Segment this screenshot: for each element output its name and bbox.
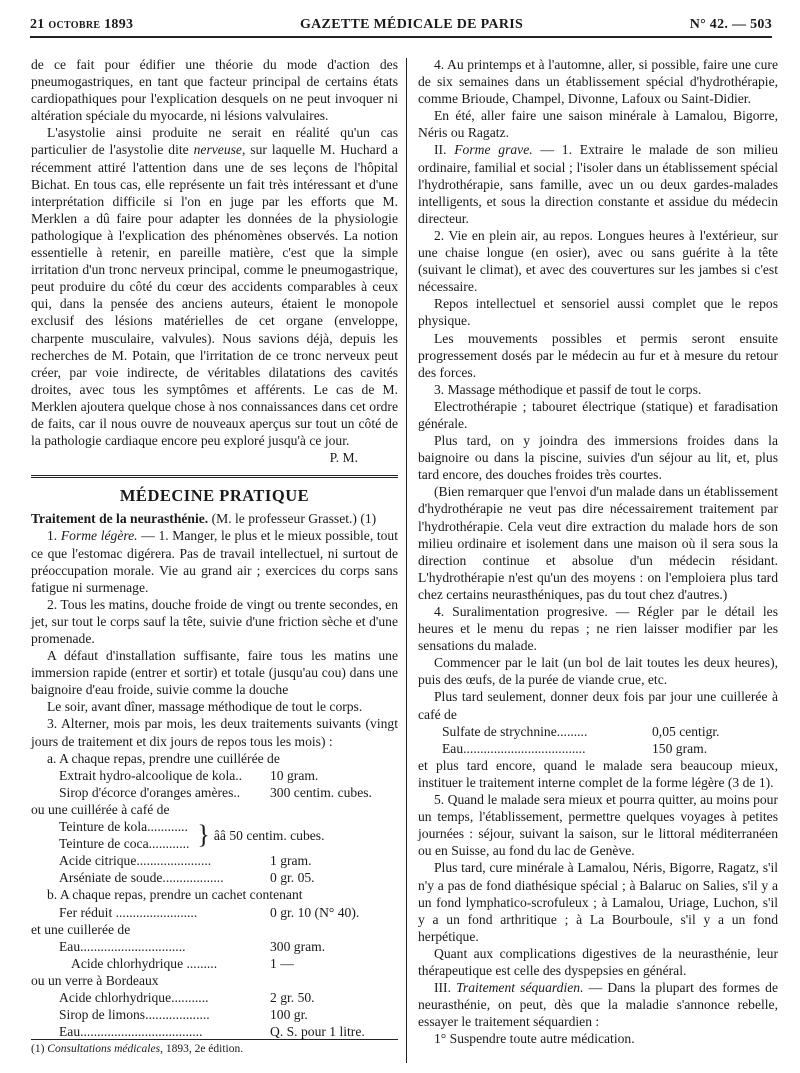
paragraph: 1. Forme légère. — 1. Manger, le plus et le mieux possible, tout ce que l'estomac digérera. Pas de travail intellectuel, ni surtout de préoccupation morale. Vie au grand air ; exercices du corps sans fatigue ni surmenage.: [31, 528, 399, 595]
prescription-line: Acide citrique...................... 1 gram.: [59, 853, 312, 869]
page-header: [30, 14, 772, 38]
article-title: Traitement de la neurasthénie. (M. le professeur Grasset.) (1): [31, 511, 377, 527]
paragraph: 3. Massage méthodique et passif de tout le corps.: [434, 381, 702, 397]
paragraph: de ce fait pour édifier une théorie du mode d'action des pneumogastriques, en tant que facteur principal de certains états cardiopathiques pour l'explication desquels on ne peut invoquer ni altération spéciale du myocarde, ni lésions valvulaires.: [31, 57, 398, 124]
section-title: MÉDECINE PRATIQUE: [119, 486, 310, 506]
paragraph: Quant aux complications digestives de la neurasthénie, leur thérapeutique est celle des dyspepsies en général.: [418, 945, 778, 978]
paragraph: Commencer par le lait (un bol de lait toutes les deux heures), puis des œufs, de la purée de viande crue, etc.: [418, 655, 778, 688]
right-column: [418, 56, 778, 1047]
prescription-intro: b. A chaque repas, prendre un cachet contenant: [47, 887, 303, 903]
prescription-line: Eau.................................... 150 gram.: [442, 740, 708, 756]
paragraph: II. Forme grave. — 1. Extraire le malade de son milieu ordinaire, familial et social ; l'isoler dans un établissement spécial l'hydrothérapie, sans famille, avec un ou deux gardes-malades intelligents, et sous la direction constante et assidue du médecin directeur.: [418, 142, 778, 226]
paragraph: et plus tard encore, quand le malade sera beaucoup mieux, instituer le traitement interne complet de la forme légère (3 de 1).: [418, 757, 778, 790]
paragraph: Plus tard seulement, donner deux fois par jour une cuillerée à café de: [418, 689, 778, 722]
prescription-line: Eau.................................... Q. S. pour 1 litre.: [59, 1024, 365, 1040]
paragraph: 3. Alterner, mois par mois, les deux traitements suivants (vingt jours de traitement et dix jours de repos tous les mois) :: [31, 716, 398, 749]
prescription-line: Fer réduit ........................ 0 gr. 10 (N° 40).: [59, 904, 360, 920]
prescription-intro: a. A chaque repas, prendre une cuillérée de: [47, 750, 280, 766]
paragraph: 1° Suspendre toute autre médication.: [434, 1031, 635, 1047]
prescription-line: Acide chlorhydrique ......... 1 —: [71, 955, 294, 971]
signature: P. M.: [329, 450, 358, 466]
paragraph: L'asystolie ainsi produite ne serait en réalité qu'un cas particulier de l'asystolie dite nerveuse, sur laquelle M. Huchard a récemment attiré l'attention dans une de ses leçons de l'hôpital Bichat. En tous cas, elle représente un fait très intéressant et d'une interprétation difficile si l'on en juge par les efforts que M. Merklen a dû faire pour adapter les données de la physiologie pathologique à l'explication des phénomènes observés. La notion essentielle à retenir, en pareille matière, c'est que la simple irritation d'un tronc nerveux principal, comme le pneumogastrique, peut produire du côté du cœur des accidents comparables à ceux qui, dans la pensée des anciens auteurs, étaient le monopole exclusif des lésions matérielles de cet organe (enveloppe, charpente musculaire, valvules). Nous savions déjà, depuis les recherches de M. Potain, que l'irritation de ce tronc nerveux peut créer, par voie indirecte, de véritables dilatations des cavités droites, avec tous les symptômes et afférents. Le cas de M. Merklen ajoutera quelque chose à nos connaissances dans cet ordre de faits, car il nous ouvre de nouveaux aperçus sur tout un côté de la pathologie cardiaque encore peu exploré jusqu'à ce jour.: [31, 125, 398, 449]
prescription-intro: et une cuillerée de: [31, 921, 131, 937]
paragraph: En été, aller faire une saison minérale à Lamalou, Bigorre, Néris ou Ragatz.: [418, 108, 778, 141]
header-journal: GAZETTE MÉDICALE DE PARIS: [299, 17, 524, 32]
paragraph: (Bien remarquer que l'envoi d'un malade dans un établissement d'hydrothérapie ne veut pas dire nécessairement traitement par l'hydrothérapie. Cela veut dire extraction du malade hors de son milieu ordinaire et isolement dans une maison où il sera sous la direction continue et absolue d'un médecin résidant. L'hydrothérapie n'est qu'un des moyens : on l'emploiera plus tard chez certains neurasthéniques, pas du tout chez d'autres.): [418, 484, 778, 602]
header-date: 21 octobre 1893: [30, 17, 134, 32]
prescription-intro: ou une cuillérée à café de: [31, 801, 170, 817]
paragraph: 4. Suralimentation progresive. — Régler par le détail les heures et le menu du repas ; ne rien laisser modifier par les sensations du malade.: [418, 604, 778, 654]
header-issue: N° 42. — 503: [689, 17, 772, 32]
prescription-line: Eau............................... 300 gram.: [59, 938, 326, 954]
left-column: [31, 56, 398, 1040]
footnote: (1) Consultations médicales, 1893, 2e édition.: [31, 1039, 398, 1055]
paragraph: A défaut d'installation suffisante, faire tous les matins une immersion rapide (entrer et sortir) et totale (jusqu'au cou) dans une baignoire d'eau froide, suivie comme la douche: [31, 648, 398, 698]
paragraph: Repos intellectuel et sensoriel aussi complet que le repos physique.: [418, 296, 778, 329]
paragraph: Plus tard, cure minérale à Lamalou, Néris, Bigorre, Ragatz, s'il n'y a pas de fond diathésique spécial ; à Balaruc on Salies, s'il y a un fond lymphatico-scrofuleux ; à Lamalou, Uriage, Luchon, s'il y a un fond arthritique ; à La Bourboule, s'il y a un fond herpétique.: [418, 860, 778, 944]
paragraph: Le soir, avant dîner, massage méthodique de tout le corps.: [47, 699, 363, 715]
prescription-line: Arséniate de soude.................. 0 gr. 05.: [59, 870, 315, 886]
paragraph: III. Traitement séquardien. — Dans la plupart des formes de neurasthénie, on peut, dès que la maladie s'annonce rebelle, essayer le traitement séquardien :: [418, 980, 778, 1030]
prescription-line: Extrait hydro-alcoolique de kola.. 10 gram.: [59, 767, 319, 783]
paragraph: 5. Quand le malade sera mieux et pourra quitter, au moins pour un temps, l'établissement, permettre quelques voyages à petites journées : séjour, suivant la saison, sur le littoral méditerranéen ou en Suisse, au fond du lac de Genève.: [418, 792, 778, 859]
prescription-intro: ou un verre à Bordeaux: [31, 972, 159, 988]
paragraph: 2. Tous les matins, douche froide de vingt ou trente secondes, en jet, sur tout le corps sauf la tête, suivie d'une friction sèche et d'une promenade.: [31, 596, 398, 646]
prescription-line: Sirop d'écorce d'oranges amères.. 300 centim. cubes.: [59, 784, 372, 800]
prescription-brace: Teinture de kola............ Teinture de coca............ } ââ 50 centim. cubes.: [59, 819, 325, 852]
paragraph: Les mouvements possibles et permis seront ensuite progressement dosés par le médecin au fur et à mesure du retour des forces.: [418, 330, 778, 380]
prescription-line: Sulfate de strychnine......... 0,05 centigr.: [442, 723, 720, 739]
paragraph: 2. Vie en plein air, au repos. Longues heures à l'extérieur, sur une chaise longue (en osier), avec ou sans guérite à la tête (suivant le climat), et avec des couvertures sur les jambes si c'est nécessaire.: [418, 227, 778, 295]
paragraph: 4. Au printemps et à l'automne, aller, si possible, faire une cure de six semaines dans un établissement spécial d'hydrothérapie, comme Brioude, Champel, Divonne, Lafoux ou Saint-Didier.: [418, 57, 778, 107]
paragraph: Plus tard, on y joindra des immersions froides dans la baignoire ou dans la piscine, suivies d'un séjour au lit, et, plus tard encore, des douches froides très courtes.: [418, 433, 778, 483]
section-rule: [31, 475, 398, 478]
prescription-line: Acide chlorhydrique........... 2 gr. 50.: [59, 989, 315, 1005]
prescription-line: Sirop de limons................... 100 gr.: [59, 1007, 308, 1023]
column-divider: [406, 58, 407, 1063]
paragraph: Electrothérapie ; tabouret électrique (statique) et faradisation générale.: [418, 398, 778, 431]
